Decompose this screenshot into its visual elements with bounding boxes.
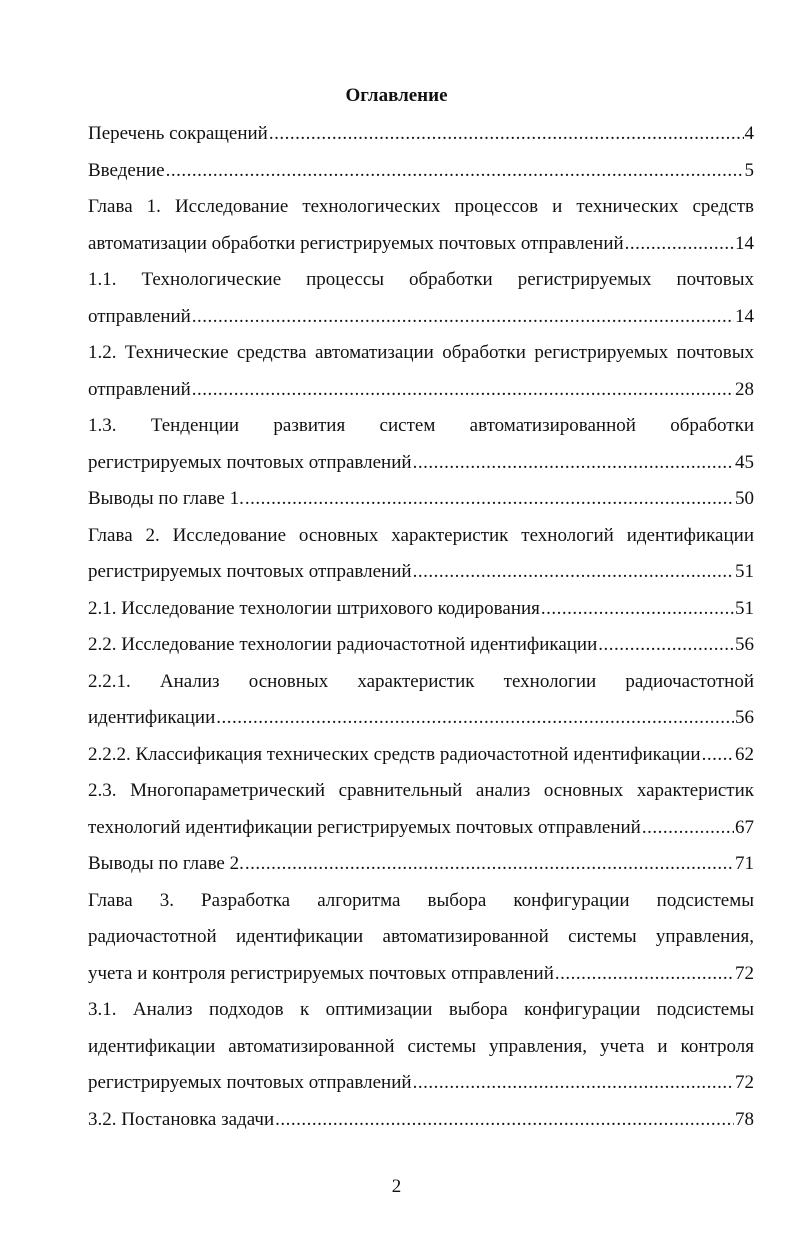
dot-leader xyxy=(192,299,734,336)
toc-entry-last-line xyxy=(88,554,754,591)
toc-entry-title: автоматизации обработки регистрируемых почтовых отправлений xyxy=(88,232,624,254)
toc-entry xyxy=(88,262,754,335)
toc-entry-line: идентификации автоматизированной системы управления, учета и контроля xyxy=(88,1035,754,1057)
toc-entry-page: 28 xyxy=(735,378,754,400)
dot-leader xyxy=(192,372,734,409)
toc-entry-line: Глава 3. Разработка алгоритма выбора конфигурации подсистемы xyxy=(88,889,754,911)
dot-leader xyxy=(625,226,734,263)
toc-entry xyxy=(88,627,754,664)
dot-leader xyxy=(413,554,734,591)
toc-entry xyxy=(88,116,754,153)
dot-leader xyxy=(642,810,734,847)
toc-entry-title: учета и контроля регистрируемых почтовых отправлений xyxy=(88,962,554,984)
toc-entry-title: Выводы по главе 1. xyxy=(88,488,244,509)
toc-entry-last-line xyxy=(88,226,754,263)
toc-entry-page: 51 xyxy=(735,561,754,582)
toc-entry-line: 1.3. Тенденции развития систем автоматизированной обработки xyxy=(88,415,754,436)
toc-entry-page: 14 xyxy=(735,305,754,327)
toc-entry-title: регистрируемых почтовых отправлений xyxy=(88,1072,412,1093)
toc-entry xyxy=(88,737,754,774)
toc-entry-line: 2.3. Многопараметрический сравнительный анализ основных характеристик xyxy=(88,780,754,801)
dot-leader xyxy=(245,481,734,518)
toc-entry-last-line xyxy=(88,956,754,993)
toc-entry-page: 62 xyxy=(735,743,754,765)
toc-entry-line: Глава 2. Исследование основных характеристик технологий идентификации xyxy=(88,524,754,546)
toc-entry-page: 4 xyxy=(744,123,754,144)
page-number: 2 xyxy=(391,1176,402,1197)
toc-entry-title: 2.2.2. Классификация технических средств радиочастотной идентификации xyxy=(88,743,701,765)
toc-entry-line: 1.1. Технологические процессы обработки регистрируемых почтовых xyxy=(88,269,754,290)
toc-entry-last-line xyxy=(88,153,754,190)
toc-entry xyxy=(88,664,754,737)
dot-leader xyxy=(245,846,734,883)
toc-entry-last-line xyxy=(88,700,754,737)
toc-entry-page: 78 xyxy=(735,1108,754,1130)
toc-entry-last-line xyxy=(88,737,754,774)
toc-entry xyxy=(88,773,754,846)
dot-leader xyxy=(702,737,734,774)
toc-entry-page: 72 xyxy=(735,1072,754,1093)
toc-entry xyxy=(88,335,754,408)
toc-entry-page: 71 xyxy=(735,853,754,874)
toc-entry-last-line xyxy=(88,627,754,664)
toc-entry-title: отправлений xyxy=(88,378,191,400)
dot-leader xyxy=(413,445,734,482)
toc-entry-title: Выводы по главе 2. xyxy=(88,853,244,874)
toc-entry-last-line xyxy=(88,481,754,518)
toc-entry-page: 50 xyxy=(735,488,754,509)
toc-entry-page: 51 xyxy=(735,597,754,619)
toc-entry-line: 1.2. Технические средства автоматизации обработки регистрируемых почтовых xyxy=(88,342,754,363)
toc-entry-last-line xyxy=(88,810,754,847)
toc-entry-last-line xyxy=(88,372,754,409)
toc-entry-title: регистрируемых почтовых отправлений xyxy=(88,451,412,473)
toc-entry xyxy=(88,883,754,993)
dot-leader xyxy=(598,627,734,664)
toc-entry-title: отправлений xyxy=(88,305,191,327)
toc-entry-page: 72 xyxy=(735,962,754,984)
toc-entry-last-line xyxy=(88,1102,754,1139)
toc-entry-last-line xyxy=(88,116,754,153)
toc-entry-page: 56 xyxy=(735,707,754,728)
toc-entry xyxy=(88,189,754,262)
dot-leader xyxy=(166,153,744,190)
toc-entry xyxy=(88,846,754,883)
toc-entry-last-line xyxy=(88,1065,754,1102)
toc-entry-title: идентификации xyxy=(88,707,216,728)
toc-entry xyxy=(88,992,754,1102)
toc-entry xyxy=(88,153,754,190)
toc-entry-title: Перечень сокращений xyxy=(88,123,268,144)
toc-entry-title: технологий идентификации регистрируемых почтовых отправлений xyxy=(88,816,641,838)
toc-entry-page: 45 xyxy=(735,451,754,473)
toc-entry xyxy=(88,591,754,628)
table-of-contents xyxy=(88,116,754,1138)
dot-leader xyxy=(555,956,734,993)
toc-entry-page: 5 xyxy=(744,159,754,181)
dot-leader xyxy=(275,1102,734,1139)
toc-entry-title: 3.2. Постановка задачи xyxy=(88,1108,275,1130)
toc-entry-line: 3.1. Анализ подходов к оптимизации выбора конфигурации подсистемы xyxy=(88,999,754,1020)
toc-entry-line: Глава 1. Исследование технологических процессов и технических средств xyxy=(88,196,754,217)
toc-entry-last-line xyxy=(88,591,754,628)
toc-entry xyxy=(88,481,754,518)
toc-entry-title: Введение xyxy=(88,159,165,181)
dot-leader xyxy=(269,116,744,153)
dot-leader xyxy=(216,700,734,737)
toc-entry-title: 2.2. Исследование технологии радиочастотной идентификации xyxy=(88,634,598,655)
toc-entry-line: радиочастотной идентификации автоматизированной системы управления, xyxy=(88,926,754,947)
toc-entry-line: 2.2.1. Анализ основных характеристик технологии радиочастотной xyxy=(88,670,754,692)
toc-entry-last-line xyxy=(88,299,754,336)
toc-entry xyxy=(88,408,754,481)
toc-entry-page: 67 xyxy=(735,816,754,838)
toc-entry-page: 56 xyxy=(735,634,754,655)
toc-title: Оглавление xyxy=(345,85,448,106)
toc-entry-title: 2.1. Исследование технологии штрихового кодирования xyxy=(88,597,540,619)
toc-entry-last-line xyxy=(88,445,754,482)
toc-entry xyxy=(88,518,754,591)
toc-entry-page: 14 xyxy=(735,232,754,254)
toc-entry-title: регистрируемых почтовых отправлений xyxy=(88,561,412,582)
dot-leader xyxy=(413,1065,734,1102)
dot-leader xyxy=(541,591,734,628)
toc-entry xyxy=(88,1102,754,1139)
toc-entry-last-line xyxy=(88,846,754,883)
